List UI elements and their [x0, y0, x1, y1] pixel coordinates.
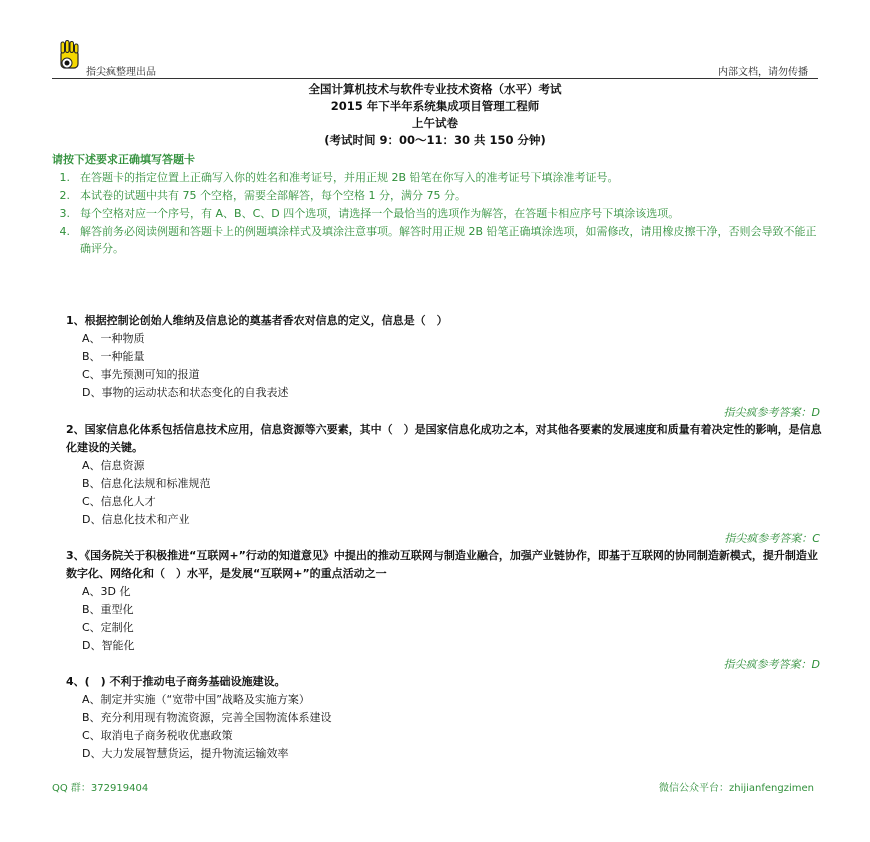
- instructions-heading: 请按下述要求正确填写答题卡: [52, 153, 195, 166]
- option-d: D、智能化: [82, 639, 135, 652]
- option-d: D、事物的运动状态和状态变化的自我表述: [82, 386, 289, 399]
- instruction-item: [52, 223, 824, 257]
- option-c: C、取消电子商务税收优惠政策: [82, 729, 233, 742]
- question-1: [66, 312, 822, 402]
- option-c: C、定制化: [82, 621, 134, 634]
- exam-session: 上午试卷: [412, 116, 458, 130]
- footer-qq-group: QQ 群：372919404: [52, 783, 149, 794]
- question-stem: 2、国家信息化体系包括信息技术应用，信息资源等六要素，其中（ ）是国家信息化成功之本，对其他各要素的发展速度和质量有着决定性的影响，是信息化建设的关键。: [66, 423, 822, 454]
- instruction-text: 解答前务必阅读例题和答题卡上的例题填涂样式及填涂注意事项。解答时用正规 2B 铅笔正确填涂选项，如需修改，请用橡皮擦干净，否则会导致不能正确评分。: [80, 225, 817, 255]
- instruction-number: 4.: [59, 225, 70, 238]
- footer-wechat: 微信公众平台：zhijianfengzimen: [658, 783, 814, 794]
- option-b: B、重型化: [82, 603, 134, 616]
- instruction-text: 每个空格对应一个序号，有 A、B、C、D 四个选项，请选择一个最恰当的选项作为解答，在答题卡相应序号下填涂该选项。: [80, 207, 680, 220]
- option-d: D、大力发展智慧货运，提升物流运输效率: [82, 747, 289, 760]
- option-a: A、3D 化: [82, 585, 131, 598]
- instructions: [52, 151, 824, 257]
- instruction-text: 在答题卡的指定位置上正确写入你的姓名和准考证号，并用正规 2B 铅笔在你写入的准考证号下填涂准考证号。: [80, 171, 619, 184]
- exam-time: (考试时间 9：00～11：30 共 150 分钟): [324, 133, 546, 147]
- exam-title: 全国计算机技术与软件专业技术资格（水平）考试: [308, 82, 562, 96]
- question-3: [66, 547, 822, 655]
- header-left-text: 指尖疯整理出品: [86, 67, 156, 78]
- exam-subtitle: 2015 年下半年系统集成项目管理工程师: [330, 99, 540, 113]
- instruction-number: 1.: [59, 171, 70, 184]
- exam-title-block: [0, 81, 870, 149]
- question-stem: 3、《国务院关于积极推进“互联网+”行动的知道意见》中提出的推动互联网与制造业融合，加强产业链协作，即基于互联网的协同制造新模式，提升制造业数字化、网络化和（ ）水平，是发展“互联网+”的重点活动之一: [66, 549, 818, 580]
- instruction-number: 2.: [59, 189, 70, 202]
- reference-answer: 指尖疯参考答案：C: [724, 532, 820, 545]
- reference-answer: 指尖疯参考答案：D: [723, 406, 820, 419]
- instruction-item: [52, 169, 824, 186]
- question-4: [66, 673, 822, 763]
- instruction-item: [52, 187, 824, 204]
- question-stem: 4、( ) 不利于推动电子商务基础设施建设。: [66, 675, 286, 688]
- option-a: A、信息资源: [82, 459, 145, 472]
- option-c: C、信息化人才: [82, 495, 156, 508]
- header-divider: [52, 78, 818, 79]
- instruction-item: [52, 205, 824, 222]
- hand-logo-icon: [52, 40, 86, 74]
- option-d: D、信息化技术和产业: [82, 513, 190, 526]
- option-c: C、事先预测可知的报道: [82, 368, 200, 381]
- option-b: B、信息化法规和标准规范: [82, 477, 211, 490]
- option-b: B、充分利用现有物流资源，完善全国物流体系建设: [82, 711, 332, 724]
- header-right-text: 内部文档，请勿传播: [718, 67, 808, 78]
- question-stem: 1、根据控制论创始人维纳及信息论的奠基者香农对信息的定义，信息是（ ）: [66, 314, 448, 327]
- instruction-number: 3.: [59, 207, 70, 220]
- reference-answer: 指尖疯参考答案：D: [723, 658, 820, 671]
- option-a: A、一种物质: [82, 332, 145, 345]
- instruction-text: 本试卷的试题中共有 75 个空格，需要全部解答，每个空格 1 分，满分 75 分。: [80, 189, 466, 202]
- option-a: A、制定并实施（“宽带中国”战略及实施方案）: [82, 693, 310, 706]
- question-2: [66, 421, 822, 529]
- option-b: B、一种能量: [82, 350, 145, 363]
